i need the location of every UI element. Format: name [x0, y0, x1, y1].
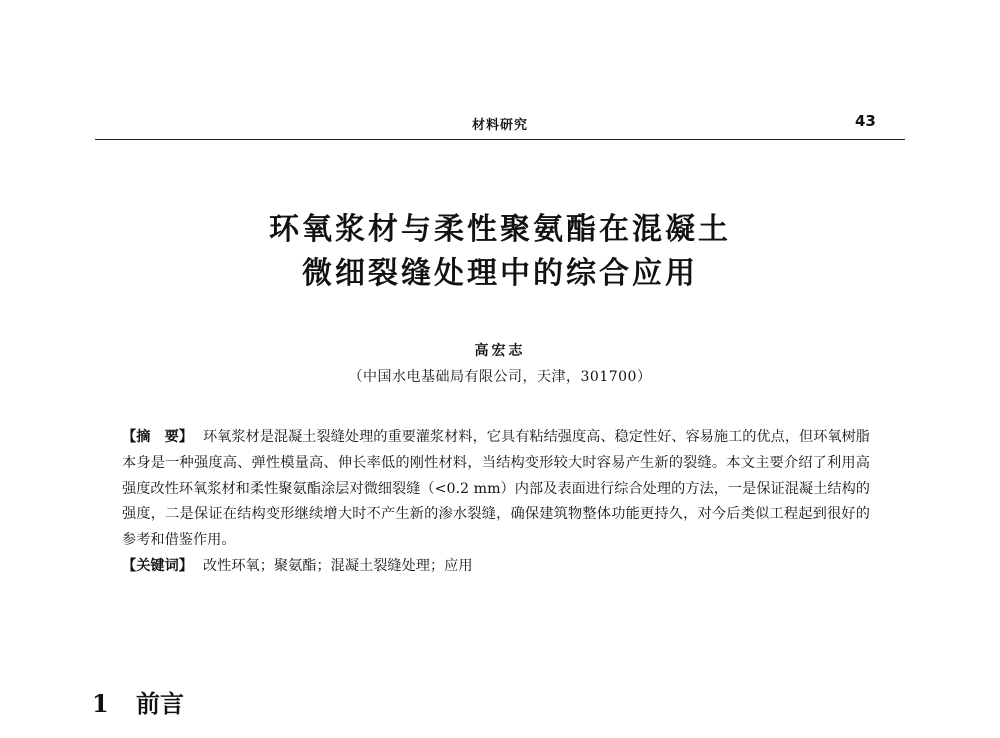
section-heading [92, 684, 184, 719]
author-name: 高宏志 [474, 343, 526, 359]
journal-section-title: 材料研究 [471, 118, 528, 133]
title-line-2: 微细裂缝处理中的综合应用 [302, 256, 698, 291]
abstract-label: 【摘 要】 [122, 429, 193, 445]
running-head [0, 112, 1000, 136]
header-rule [95, 139, 905, 140]
section-number: 1 [92, 689, 109, 718]
keywords-text: 改性环氧；聚氨酯；混凝土裂缝处理；应用 [202, 557, 473, 574]
keywords-label: 【关键词】 [122, 557, 193, 574]
keywords-paragraph [122, 554, 870, 580]
article-title [0, 208, 1000, 296]
section-title: 前言 [136, 689, 184, 718]
page-number: 43 [855, 112, 876, 130]
title-line-1: 环氧浆材与柔性聚氨酯在混凝土 [269, 212, 731, 247]
abstract-paragraph [122, 425, 870, 554]
abstract-block [122, 425, 870, 580]
abstract-text: 环氧浆材是混凝土裂缝处理的重要灌浆材料，它具有粘结强度高、稳定性好、容易施工的优点，但环氧树脂本身是一种强度高、弹性模量高、伸长率低的刚性材料，当结构变形较大时容易产生新的裂缝。本文主要介绍了利用高强度改性环氧浆材和柔性聚氨酯涂层对微细裂缝（<0.2 mm）内部及表面进行综合处理的方法，一是保证混凝土结构的强度，二是保证在结构变形继续增大时不产生新的渗水裂缝，确保建筑物整体功能更持久，对今后类似工程起到很好的参考和借鉴作用。 [122, 429, 870, 549]
author-affiliation: （中国水电基础局有限公司，天津，301700） [348, 369, 652, 385]
